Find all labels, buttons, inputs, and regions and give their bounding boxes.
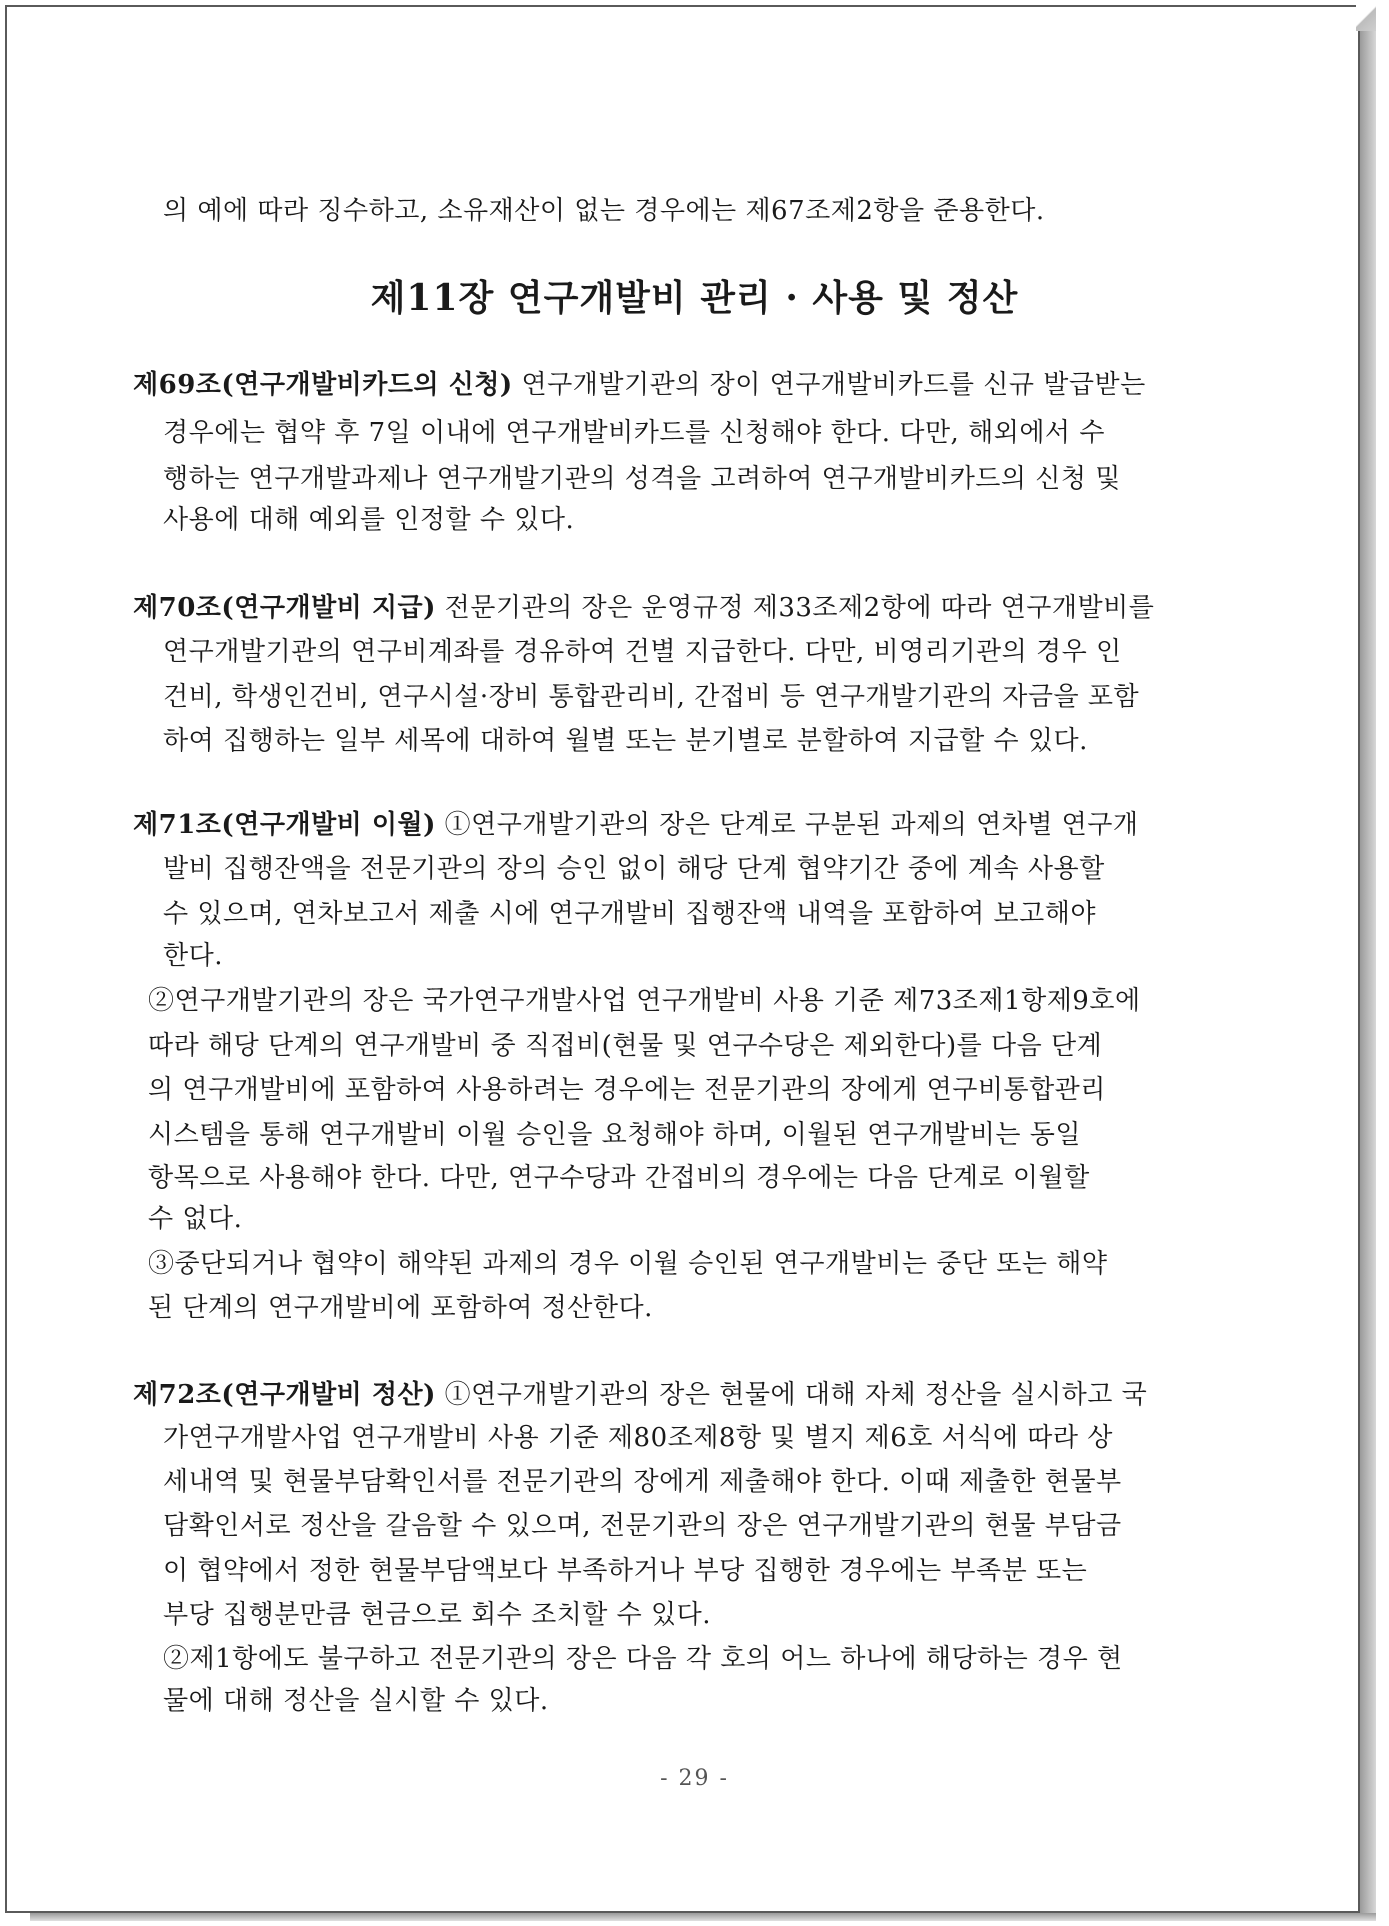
article-72-line-7: ②제1항에도 불구하고 전문기관의 장은 다음 각 호의 어느 하나에 해당하는 경우 현 [163,1644,1123,1674]
article-71-line-7: 의 연구개발비에 포함하여 사용하려는 경우에는 전문기관의 장에게 연구비통합관리 [148,1075,1106,1105]
article-71-line-3: 수 있으며, 연차보고서 제출 시에 연구개발비 집행잔액 내역을 포함하여 보고해야 [163,899,1096,929]
article-72-line-6: 부당 집행분만큼 현금으로 회수 조치할 수 있다. [163,1600,712,1630]
article-72-line-5: 이 협약에서 정한 현물부담액보다 부족하거나 부당 집행한 경우에는 부족분 또는 [163,1556,1088,1586]
intro-line: 의 예에 따라 징수하고, 소유재산이 없는 경우에는 제67조제2항을 준용한다. [163,196,1045,226]
article-71-first-line [133,807,1139,843]
article-71-line-9: 항목으로 사용해야 한다. 다만, 연구수당과 간접비의 경우에는 다음 단계로 이월할 [148,1163,1090,1193]
article-71-title: 제71조(연구개발비 이월) [133,810,436,840]
page-number: - 29 - [660,1766,729,1791]
article-72-first-line [133,1377,1147,1413]
article-70-line-4: 하여 집행하는 일부 세목에 대하여 월별 또는 분기별로 분할하여 지급할 수 있다. [163,726,1088,756]
page-shadow-bottom [30,1913,1376,1921]
article-71-line-12: 된 단계의 연구개발비에 포함하여 정산한다. [148,1293,653,1323]
article-71-line-10: 수 없다. [148,1204,243,1234]
article-71-line-2: 발비 집행잔액을 전문기관의 장의 승인 없이 해당 단계 협약기간 중에 계속 사용할 [163,854,1105,884]
article-70-line-3: 건비, 학생인건비, 연구시설·장비 통합관리비, 간접비 등 연구개발기관의 자금을 포함 [163,682,1140,712]
article-72-title: 제72조(연구개발비 정산) [133,1380,436,1410]
article-71-line-11: ③중단되거나 협약이 해약된 과제의 경우 이월 승인된 연구개발비는 중단 또는 해약 [148,1249,1108,1279]
chapter-title: 제11장 연구개발비 관리 · 사용 및 정산 [370,277,1019,319]
article-69-title: 제69조(연구개발비카드의 신청) [133,370,513,400]
article-69-line-4: 사용에 대해 예외를 인정할 수 있다. [163,505,575,535]
article-72-line-4: 담확인서로 정산을 갈음할 수 있으며, 전문기관의 장은 연구개발기관의 현물 부담금 [163,1511,1122,1541]
article-70-line-2: 연구개발기관의 연구비계좌를 경유하여 건별 지급한다. 다만, 비영리기관의 경우 인 [163,637,1122,667]
article-70-title: 제70조(연구개발비 지급) [133,593,436,623]
article-72-text: ①연구개발기관의 장은 현물에 대해 자체 정산을 실시하고 국 [435,1380,1148,1410]
article-72-line-8: 물에 대해 정산을 실시할 수 있다. [163,1686,549,1716]
article-69-line-3: 행하는 연구개발과제나 연구개발기관의 성격을 고려하여 연구개발비카드의 신청 및 [163,464,1121,494]
article-69-line-2: 경우에는 협약 후 7일 이내에 연구개발비카드를 신청해야 한다. 다만, 해외에서 수 [163,418,1105,448]
article-71-line-5: ②연구개발기관의 장은 국가연구개발사업 연구개발비 사용 기준 제73조제1항제9호에 [148,986,1141,1016]
page-corner-fold [1356,5,1376,31]
article-72-line-2: 가연구개발사업 연구개발비 사용 기준 제80조제8항 및 별지 제6호 서식에 따라 상 [163,1423,1113,1453]
article-71-line-6: 따라 해당 단계의 연구개발비 중 직접비(현물 및 연구수당은 제외한다)를 다음 단계 [148,1031,1103,1061]
article-70-first-line [133,590,1154,626]
article-71-line-8: 시스템을 통해 연구개발비 이월 승인을 요청해야 하며, 이월된 연구개발비는 동일 [148,1120,1081,1150]
article-71-text: ①연구개발기관의 장은 단계로 구분된 과제의 연차별 연구개 [435,810,1139,840]
article-69-first-line [133,367,1146,403]
article-71-line-4: 한다. [163,941,223,971]
article-72-line-3: 세내역 및 현물부담확인서를 전문기관의 장에게 제출해야 한다. 이때 제출한 현물부 [163,1467,1122,1497]
article-70-text: 전문기관의 장은 운영규정 제33조제2항에 따라 연구개발비를 [435,593,1155,623]
article-69-text: 연구개발기관의 장이 연구개발비카드를 신규 발급받는 [512,370,1146,400]
